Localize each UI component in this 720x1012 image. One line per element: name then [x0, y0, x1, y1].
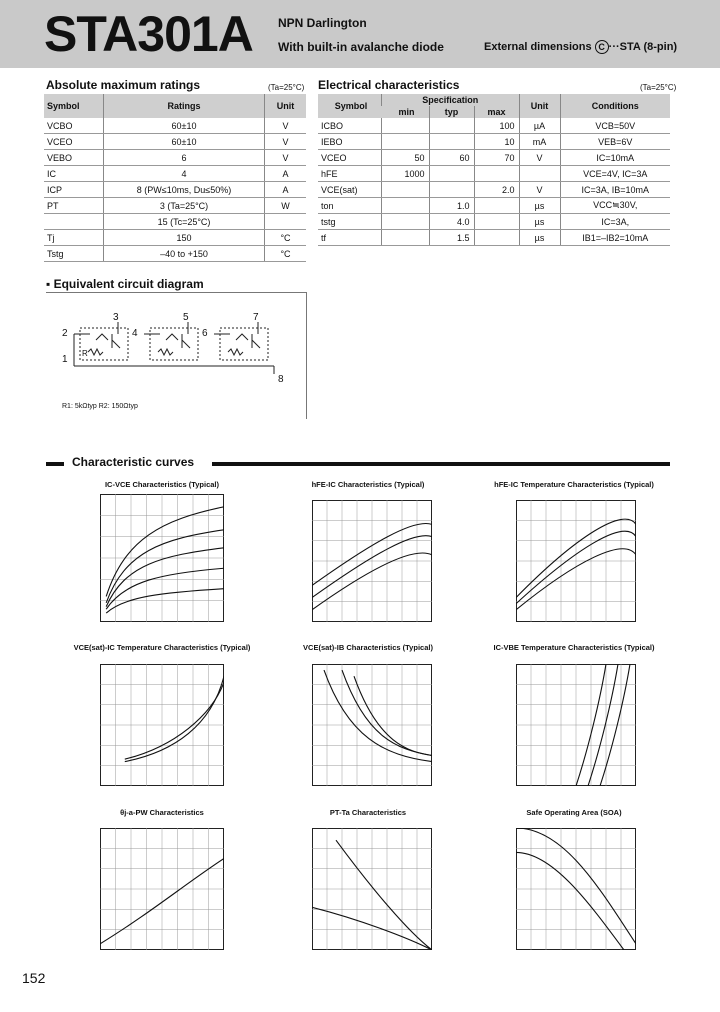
elec-unit: µA	[519, 118, 560, 134]
col-conditions: Conditions	[560, 94, 670, 118]
abs-row	[44, 230, 306, 246]
pin-3: 3	[113, 312, 119, 323]
elec-unit	[519, 166, 560, 182]
curve-line	[125, 682, 224, 759]
chart-pt-ta	[312, 828, 432, 950]
elec-max: 10	[474, 134, 519, 150]
caption-5: VCE(sat)-IB Characteristics (Typical)	[303, 643, 433, 652]
elec-min	[382, 214, 430, 230]
elec-unit: µs	[519, 214, 560, 230]
pin-1: 1	[62, 354, 68, 365]
abs-row	[44, 198, 306, 214]
elec-symbol: tstg	[318, 214, 382, 230]
curve-line	[125, 676, 224, 761]
abs-unit: V	[265, 150, 307, 166]
abs-symbol: ICP	[44, 182, 104, 198]
elec-typ	[429, 118, 474, 134]
elec-min	[382, 182, 430, 198]
elec-max	[474, 198, 519, 214]
circuit-title-text: Equivalent circuit diagram	[53, 277, 204, 291]
col-symbol: Symbol	[318, 94, 382, 118]
elec-row	[318, 134, 670, 150]
abs-row	[44, 166, 306, 182]
col-min: min	[382, 106, 430, 118]
caption-8: PT-Ta Characteristics	[329, 808, 407, 817]
elec-row	[318, 166, 670, 182]
elec-symbol: tf	[318, 230, 382, 246]
curve-line	[354, 676, 432, 755]
elec-cond: IC=10mA	[560, 150, 670, 166]
abs-row	[44, 246, 306, 262]
abs-unit	[265, 214, 307, 230]
elec-typ	[429, 166, 474, 182]
abs-row	[44, 150, 306, 166]
abs-row	[44, 214, 306, 230]
elec-symbol: hFE	[318, 166, 382, 182]
abs-rating: 8 (PW≤10ms, Du≤50%)	[104, 182, 265, 198]
curve-line	[106, 548, 224, 607]
part-number: STA301A	[44, 6, 253, 62]
elec-min: 50	[382, 150, 430, 166]
abs-symbol: VCEO	[44, 134, 104, 150]
abs-symbol	[44, 214, 104, 230]
elec-symbol: IEBO	[318, 134, 382, 150]
elec-unit: mA	[519, 134, 560, 150]
elec-symbol: ton	[318, 198, 382, 214]
elec-max: 2.0	[474, 182, 519, 198]
abs-max-title: Absolute maximum ratings	[46, 78, 201, 92]
abs-rating: 60±10	[104, 134, 265, 150]
pin-7: 7	[253, 312, 259, 323]
elec-typ: 4.0	[429, 214, 474, 230]
elec-row	[318, 230, 670, 246]
abs-unit: °C	[265, 246, 307, 262]
caption-2: hFE-IC Characteristics (Typical)	[311, 480, 425, 489]
elec-typ	[429, 134, 474, 150]
abs-rating: 15 (Tc=25°C)	[104, 214, 265, 230]
elec-cond: IB1=–IB2=10mA	[560, 230, 670, 246]
elec-min	[382, 134, 430, 150]
caption-1: IC-VCE Characteristics (Typical)	[104, 480, 220, 489]
abs-unit: °C	[265, 230, 307, 246]
col-max: max	[474, 106, 519, 118]
curve-line	[336, 840, 432, 950]
elec-title: Electrical characteristics	[318, 78, 460, 92]
package-code-badge: C	[595, 40, 609, 54]
abs-rating: –40 to +150	[104, 246, 265, 262]
r-label: R	[82, 349, 88, 358]
elec-min: 1000	[382, 166, 430, 182]
abs-symbol: Tj	[44, 230, 104, 246]
elec-max	[474, 214, 519, 230]
chart-hfe-ic	[312, 500, 432, 622]
caption-7: θj-a-PW Characteristics	[120, 808, 204, 817]
elec-cond: VEB=6V	[560, 134, 670, 150]
abs-row	[44, 118, 306, 134]
elec-row	[318, 118, 670, 134]
external-label: External dimensions	[484, 41, 592, 53]
abs-rating: 6	[104, 150, 265, 166]
abs-max-table	[44, 94, 306, 262]
pin-4: 4	[132, 328, 138, 339]
abs-unit: V	[265, 118, 307, 134]
package-label: ···STA (8-pin)	[608, 41, 678, 53]
chart-vcesat-ic	[100, 664, 224, 786]
chart-vcesat-ib	[312, 664, 432, 786]
col-unit: Unit	[265, 94, 307, 118]
col-unit: Unit	[519, 94, 560, 118]
elec-unit: µs	[519, 230, 560, 246]
elec-row	[318, 214, 670, 230]
resistor-values: R1: 5kΩtyp R2: 150Ωtyp	[62, 403, 138, 410]
abs-row	[44, 182, 306, 198]
elec-max: 70	[474, 150, 519, 166]
elec-max: 100	[474, 118, 519, 134]
chart-ic-vce	[100, 494, 224, 622]
abs-unit: A	[265, 182, 307, 198]
elec-row	[318, 198, 670, 214]
abs-row	[44, 134, 306, 150]
col-symbol: Symbol	[44, 94, 104, 118]
abs-rating: 4	[104, 166, 265, 182]
pin-5: 5	[183, 312, 189, 323]
curve-line	[106, 507, 224, 597]
curves-bar-right	[212, 462, 670, 466]
abs-symbol: IC	[44, 166, 104, 182]
circuit-title: ▪ Equivalent circuit diagram	[46, 277, 204, 291]
curves-bar-left	[46, 462, 64, 466]
elec-cond: IC=3A,	[560, 214, 670, 230]
elec-typ: 1.5	[429, 230, 474, 246]
chart-ic-vbe	[516, 664, 636, 786]
abs-rating: 3 (Ta=25°C)	[104, 198, 265, 214]
abs-symbol: PT	[44, 198, 104, 214]
elec-unit: µs	[519, 198, 560, 214]
abs-unit: A	[265, 166, 307, 182]
caption-4: VCE(sat)-IC Temperature Characteristics (Typical)	[73, 643, 251, 652]
elec-cond: IC=3A, IB=10mA	[560, 182, 670, 198]
elec-cond: VCE=4V, IC=3A	[560, 166, 670, 182]
elec-min	[382, 230, 430, 246]
abs-symbol: Tstg	[44, 246, 104, 262]
abs-max-condition: (Ta=25°C)	[268, 83, 305, 92]
elec-symbol: ICBO	[318, 118, 382, 134]
elec-condition: (Ta=25°C)	[640, 83, 677, 92]
col-typ: typ	[429, 106, 474, 118]
abs-rating: 150	[104, 230, 265, 246]
elec-typ: 60	[429, 150, 474, 166]
elec-symbol: VCE(sat)	[318, 182, 382, 198]
elec-cond: VCC≒30V,	[560, 198, 670, 214]
subtitle-feature: With built-in avalanche diode	[278, 40, 444, 54]
elec-typ: 1.0	[429, 198, 474, 214]
curve-line	[324, 670, 432, 762]
elec-table	[318, 94, 670, 246]
abs-symbol: VEBO	[44, 150, 104, 166]
pin-8: 8	[278, 374, 284, 385]
subtitle-type: NPN Darlington	[278, 16, 367, 30]
abs-symbol: VCBO	[44, 118, 104, 134]
elec-unit: V	[519, 182, 560, 198]
elec-row	[318, 150, 670, 166]
elec-symbol: VCEO	[318, 150, 382, 166]
abs-unit: W	[265, 198, 307, 214]
equivalent-circuit	[60, 308, 300, 388]
elec-max	[474, 166, 519, 182]
page-number: 152	[22, 970, 46, 986]
external-dimensions	[484, 40, 677, 54]
pin-6: 6	[202, 328, 208, 339]
abs-unit: V	[265, 134, 307, 150]
caption-9: Safe Operating Area (SOA)	[526, 808, 622, 817]
chart-hfe-ic-temp	[516, 500, 636, 622]
chart-soa	[516, 828, 636, 950]
elec-cond: VCB=50V	[560, 118, 670, 134]
elec-typ	[429, 182, 474, 198]
elec-max	[474, 230, 519, 246]
elec-min	[382, 198, 430, 214]
elec-unit: V	[519, 150, 560, 166]
caption-3: hFE-IC Temperature Characteristics (Typical)	[494, 480, 654, 489]
col-spec: Specification	[382, 94, 520, 106]
col-ratings: Ratings	[104, 94, 265, 118]
chart-theta-pw	[100, 828, 224, 950]
elec-row	[318, 182, 670, 198]
caption-6: IC-VBE Temperature Characteristics (Typical)	[493, 643, 655, 652]
curves-title: Characteristic curves	[72, 455, 195, 469]
abs-rating: 60±10	[104, 118, 265, 134]
pin-2: 2	[62, 328, 68, 339]
elec-min	[382, 118, 430, 134]
